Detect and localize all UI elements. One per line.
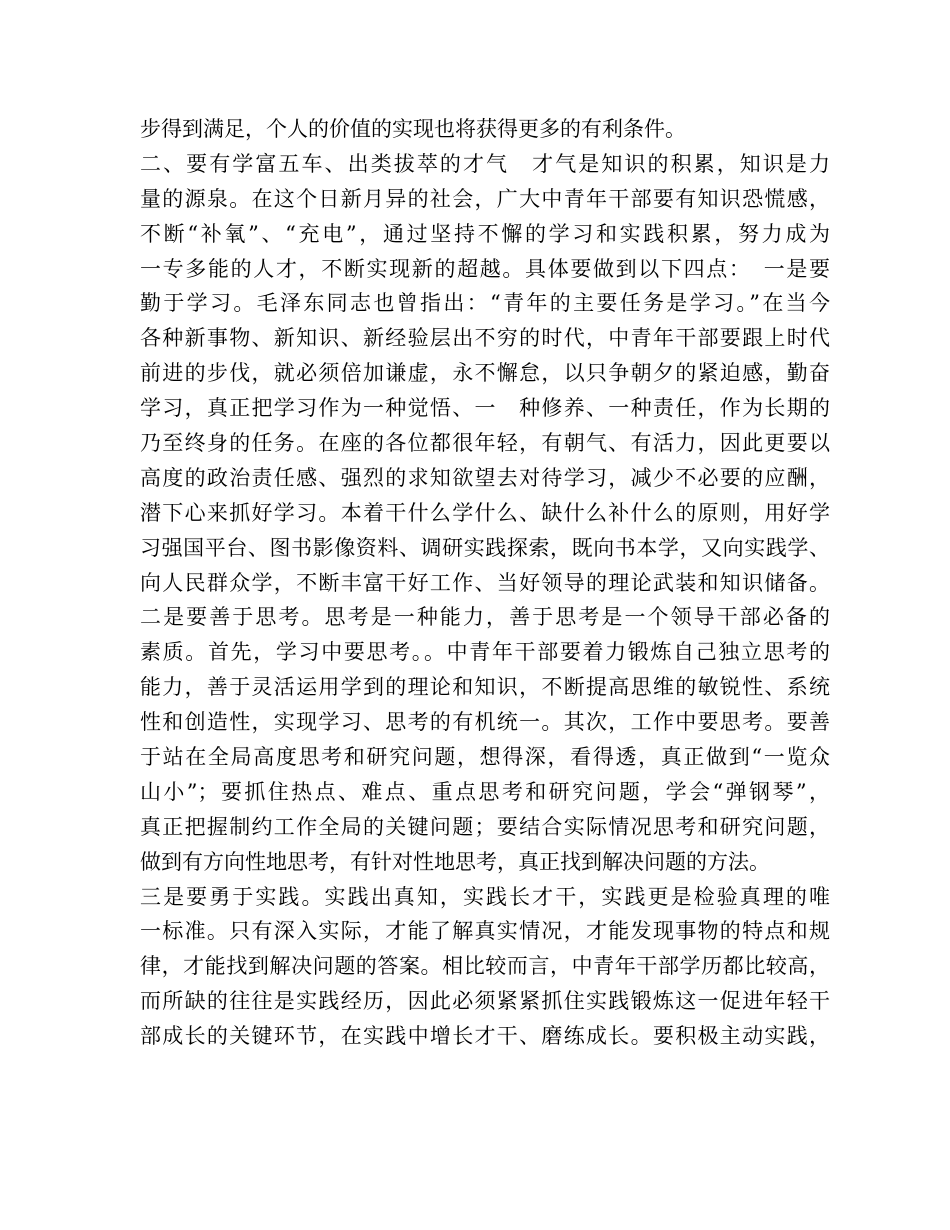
text-line: 习强国平台、图书影像资料、调研实践探索，既向书本学，又向实践学、	[140, 535, 830, 560]
text-line: 三是要勇于实践。实践出真知，实践长才干，实践更是检验真理的唯	[140, 884, 830, 909]
text-line: 于站在全局高度思考和研究问题，想得深，看得透，真正做到“一览众	[140, 745, 830, 770]
text-line: 一标准。只有深入实际，才能了解真实情况，才能发现事物的特点和规	[140, 919, 830, 944]
text-line: 各种新事物、新知识、新经验层出不穷的时代，中青年干部要跟上时代	[140, 326, 830, 351]
text-line: 二是要善于思考。思考是一种能力，善于思考是一个领导干部必备的	[140, 605, 830, 630]
text-line: 向人民群众学，不断丰富干好工作、当好领导的理论武装和知识储备。	[140, 570, 830, 595]
text-line: 性和创造性，实现学习、思考的有机统一。其次，工作中要思考。要善	[140, 710, 830, 735]
text-line: 二、要有学富五车、出类拔萃的才气 才气是知识的积累，知识是力	[140, 151, 830, 176]
text-line: 律，才能找到解决问题的答案。相比较而言，中青年干部学历都比较高，	[140, 954, 830, 979]
text-line: 真正把握制约工作全局的关键问题；要结合实际情况思考和研究问题，	[140, 814, 830, 839]
text-line: 部成长的关键环节，在实践中增长才干、磨练成长。要积极主动实践，	[140, 1024, 830, 1049]
text-line: 一专多能的人才，不断实现新的超越。具体要做到以下四点： 一是要	[140, 256, 830, 281]
text-line: 勤于学习。毛泽东同志也曾指出：“青年的主要任务是学习。”在当今	[140, 291, 830, 316]
text-line: 潜下心来抓好学习。本着干什么学什么、缺什么补什么的原则，用好学	[140, 500, 830, 525]
text-line: 乃至终身的任务。在座的各位都很年轻，有朝气、有活力，因此更要以	[140, 431, 830, 456]
text-line: 学习，真正把学习作为一种觉悟、一 种修养、一种责任，作为长期的	[140, 396, 830, 421]
text-line: 步得到满足，个人的价值的实现也将获得更多的有利条件。	[140, 117, 686, 141]
text-line: 素质。首先，学习中要思考。。中青年干部要着力锻炼自己独立思考的	[140, 640, 830, 665]
text-line: 前进的步伐，就必须倍加谦虚，永不懈怠，以只争朝夕的紧迫感，勤奋	[140, 361, 830, 386]
text-line: 山小”；要抓住热点、难点、重点思考和研究问题，学会“弹钢琴”，	[140, 779, 830, 804]
text-line: 不断“补氧”、“充电”，通过坚持不懈的学习和实践积累，努力成为	[140, 221, 830, 246]
text-line: 而所缺的往往是实践经历，因此必须紧紧抓住实践锻炼这一促进年轻干	[140, 989, 830, 1014]
text-line: 能力，善于灵活运用学到的理论和知识，不断提高思维的敏锐性、系统	[140, 675, 830, 700]
text-line: 高度的政治责任感、强烈的求知欲望去对待学习，减少不必要的应酬，	[140, 465, 830, 490]
text-line: 做到有方向性地思考，有针对性地思考，真正找到解决问题的方法。	[140, 849, 770, 874]
body-text	[140, 112, 830, 1054]
text-line: 量的源泉。在这个日新月异的社会，广大中青年干部要有知识恐慌感，	[140, 186, 830, 211]
